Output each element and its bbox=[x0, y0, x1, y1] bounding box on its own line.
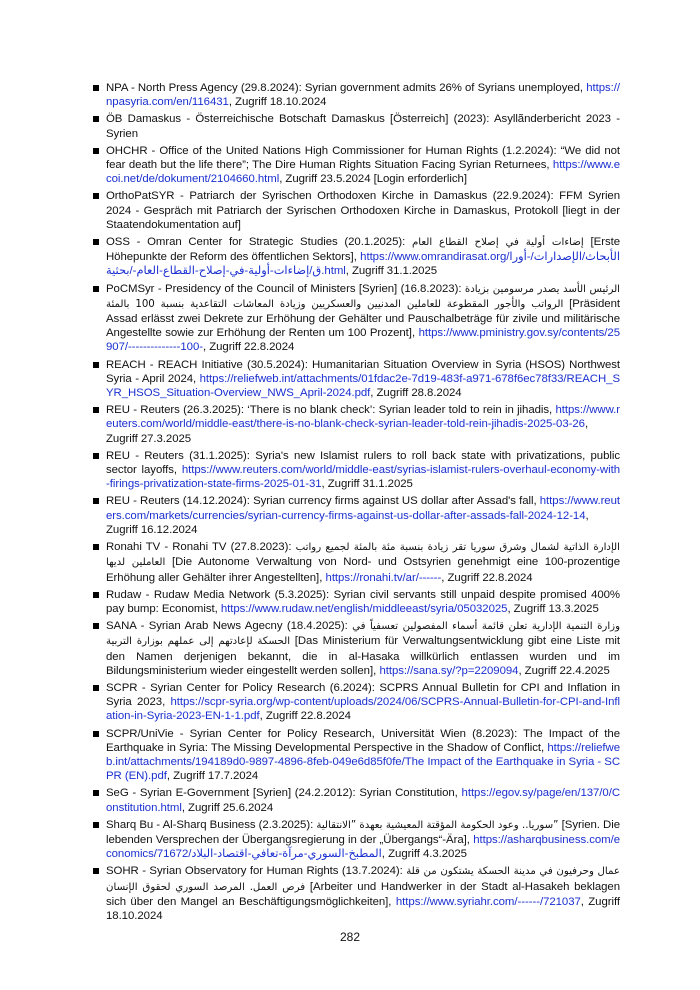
reference-text: Ronahi TV - Ronahi TV (27.8.2023): bbox=[106, 541, 296, 554]
reference-text: SCPR - Syrian Center for Policy Research (6.2024): SCPRS Annual Bulletin for CPI and Inflation in Syria 2023, bbox=[106, 681, 620, 709]
reference-item bbox=[90, 81, 620, 109]
bullet-icon bbox=[93, 362, 99, 368]
bullet-icon bbox=[93, 623, 99, 629]
reference-link[interactable]: https://egov.sy/page/en/137/0/Constitution.html bbox=[106, 787, 620, 814]
reference-text: REACH - REACH Initiative (30.5.2024): Humanitarian Situation Overview in Syria (HSOS) Northwest Syria - April 2024, bbox=[106, 358, 620, 385]
reference-item bbox=[90, 727, 620, 784]
reference-access-date: , Zugriff 18.10.2024 bbox=[228, 96, 327, 109]
reference-link[interactable]: https://www.reuters.com/world/middle-east/syrias-islamist-rulers-overhaul-economy-with-firings-privatization-state-firms-2025-01-31 bbox=[106, 464, 620, 491]
reference-text: OSS - Omran Center for Strategic Studies (20.1.2025): bbox=[106, 236, 412, 249]
reference-access-date: , Zugriff 16.12.2024 bbox=[106, 509, 589, 536]
reference-item bbox=[90, 282, 620, 355]
reference-link[interactable]: https://www.reuters.com/world/middle-east/there-is-no-blank-check-syrian-leader-told-rein-jihadis-2025-03-26 bbox=[106, 404, 620, 431]
bullet-icon bbox=[93, 790, 99, 796]
reference-text: SCPR/UniVie - Syrian Center for Policy Research, Universität Wien (8.2023): The Impact of the Earthquake in Syria: The Missing Developmental Perspective in the Shadow of Conflict, bbox=[106, 727, 620, 754]
reference-translation: [Präsident Assad erlässt zwei Dekrete zur Erhöhung der Gehälter und Pauschalbeträge für zivile und militärische Angestellte sowie zur Erhöhung der Renten um 100 Prozent], bbox=[106, 297, 620, 340]
reference-link[interactable]: https://www.omrandirasat.org/الأبحاث/الإصدارات/-أوراق/إضاءات-أولية-في-إصلاح-القطاع-العام-/بحثية.html bbox=[106, 251, 620, 278]
reference-text: REU - Reuters (14.12.2024): Syrian currency firms against US dollar after Assad's fall, bbox=[106, 495, 540, 508]
bullet-icon bbox=[93, 822, 99, 828]
reference-access-date: , Zugriff 28.8.2024 bbox=[370, 387, 462, 400]
bullet-icon bbox=[93, 116, 99, 122]
reference-text: SANA - Syrian Arab News Agecny (18.4.2025): bbox=[106, 620, 353, 633]
bullet-icon bbox=[93, 193, 99, 199]
reference-access-date: , Zugriff 22.8.2024 bbox=[259, 710, 351, 723]
reference-item bbox=[90, 358, 620, 401]
reference-text: OHCHR - Office of the United Nations High Commissioner for Human Rights (1.2.2024): “We did not fear death but the life there”; The Dire Human Rights Situation Facing Syrian Returnees, bbox=[106, 144, 620, 172]
bullet-icon bbox=[93, 685, 99, 691]
bullet-icon bbox=[93, 239, 99, 245]
reference-access-date: , Zugriff 31.1.2025 bbox=[345, 265, 438, 278]
bullet-icon bbox=[93, 592, 99, 598]
reference-translation: [Syrien. Die lebenden Versprechen der Übergangsregierung in der „Übergangs“-Ära], bbox=[106, 818, 620, 846]
reference-text: REU - Reuters (26.3.2025): ‘There is no blank check’: Syrian leader told to rein in jihadis, bbox=[106, 404, 556, 417]
reference-access-date: , Zugriff 31.1.2025 bbox=[321, 478, 413, 491]
reference-link[interactable]: https://sana.sy/?p=2209094 bbox=[379, 664, 519, 677]
reference-link[interactable]: https://scpr-syria.org/wp-content/uploads/2024/06/SCPRS-Annual-Bulletin-for-CPI-and-Inflation-in-Syria-2023-EN-1-1.pdf bbox=[106, 696, 620, 723]
reference-arabic-title: الرئيس الأسد يصدر مرسومين بزيادة الرواتب والأجور المقطوعة للعاملين المدنيين والعسكريين وزيادة المعاشات التقاعدية بنسبة 100 بالمئة bbox=[106, 283, 621, 310]
reference-link[interactable]: https://npasyria.com/en/116431 bbox=[106, 82, 620, 109]
reference-item bbox=[90, 449, 620, 492]
reference-list bbox=[90, 81, 620, 923]
reference-text: OrthoPatSYR - Patriarch der Syrischen Orthodoxen Kirche in Damaskus (22.9.2024): FFM Syrien 2024 - Gespräch mit Patriarch der Syrischen Orthodoxen Kirche in Damaskus, Protokoll [liegt in der Staatendokumentation auf] bbox=[106, 190, 620, 231]
bullet-icon bbox=[93, 407, 99, 413]
reference-access-date: , Zugriff 27.3.2025 bbox=[106, 418, 589, 445]
reference-arabic-title: الإدارة الذاتية لشمال وشرق سوريا تقر زيادة بنسبة مئة بالمئة لجميع رواتب العاملين لديها bbox=[106, 542, 620, 569]
bullet-icon bbox=[93, 544, 99, 550]
reference-access-date: , Zugriff 23.5.2024 [Login erforderlich] bbox=[279, 173, 467, 186]
reference-access-date: , Zugriff 18.10.2024 bbox=[106, 895, 620, 922]
reference-arabic-title: وزارة التنمية الإدارية تعلن قائمة أسماء المفصولين تعسفياً في الحسكة لإعادتهم إلى عملهم بوزارة التربية bbox=[106, 621, 620, 648]
reference-translation: [Die Autonome Verwaltung von Nord- und Ostsyrien genehmigt eine 100-prozentige Erhöhung aller Gehälter ihrer Angestellten], bbox=[106, 556, 621, 584]
reference-translation: [Erste Höhepunkte der Reform des öffentlichen Sektors], bbox=[106, 236, 621, 264]
reference-item bbox=[90, 540, 620, 585]
reference-text: Sharq Bu - Al-Sharq Business (2.3.2025): bbox=[106, 818, 317, 831]
reference-link[interactable]: https://reliefweb.int/attachments/194189d0-9897-4896-8feb-049e6d85f0fe/The Impact of the Earthquake in Syria - SCPR (EN).pdf bbox=[106, 741, 620, 783]
reference-text: ÖB Damaskus - Österreichische Botschaft Damaskus [Österreich] (2023): Asyllãnderbericht 2023 - Syrien bbox=[106, 113, 620, 140]
reference-arabic-title: ”سوريا.. وعود الحكومة المؤقتة المعيشية بعهدة ”الانتقالية bbox=[316, 819, 559, 831]
bullet-icon bbox=[93, 286, 99, 292]
reference-text: PoCMSyr - Presidency of the Council of Ministers [Syrien] (16.8.2023): bbox=[106, 282, 465, 295]
reference-access-date: , Zugriff 17.7.2024 bbox=[166, 770, 259, 783]
reference-item bbox=[90, 494, 620, 537]
reference-text: SeG - Syrian E-Government [Syrien] (24.2.2012): Syrian Constitution, bbox=[106, 787, 462, 800]
reference-text: Rudaw - Rudaw Media Network (5.3.2025): Syrian civil servants still unpaid despite promised 400% pay bump: Economist, bbox=[106, 588, 620, 615]
bullet-icon bbox=[93, 148, 99, 154]
reference-link[interactable]: https://www.rudaw.net/english/middleeast/syria/05032025 bbox=[220, 602, 508, 615]
reference-access-date: , Zugriff 13.3.2025 bbox=[507, 602, 599, 615]
reference-item bbox=[90, 681, 620, 724]
reference-translation: [Das Ministerium für Verwaltungsentwicklung gibt eine Liste mit den Namen derjenigen bekannt, die in al-Hasaka willkürlich entlassen wurden und im Bildungsministerium wieder eingestellt werden sollen], bbox=[106, 635, 621, 677]
bullet-icon bbox=[93, 453, 99, 459]
reference-item bbox=[90, 235, 620, 279]
reference-translation: [Arbeiter und Handwerker in der Stadt al-Hasakeh beklagen sich über den Mangel an Beschäftigungsmöglichkeiten], bbox=[106, 880, 620, 908]
reference-item bbox=[90, 786, 620, 814]
reference-link[interactable]: https://reliefweb.int/attachments/01fdac2e-7d19-483f-a971-678f6ec78f33/REACH_SYR_HSOS_Situation-Overview_NWS_April-2024.pdf bbox=[106, 372, 620, 400]
reference-access-date: , Zugriff 22.8.2024 bbox=[202, 341, 295, 354]
reference-item bbox=[90, 144, 620, 187]
bullet-icon bbox=[93, 85, 99, 91]
page-number: 282 bbox=[339, 930, 361, 944]
reference-access-date: , Zugriff 25.6.2024 bbox=[181, 801, 274, 814]
reference-access-date: , Zugriff 22.8.2024 bbox=[441, 571, 533, 584]
reference-item bbox=[90, 189, 620, 232]
reference-link[interactable]: https://ronahi.tv/ar/------ bbox=[325, 571, 442, 584]
reference-item bbox=[90, 403, 620, 446]
reference-item bbox=[90, 864, 620, 923]
bibliography-page bbox=[90, 81, 620, 926]
bullet-icon bbox=[93, 731, 99, 737]
bullet-icon bbox=[93, 868, 99, 874]
reference-item bbox=[90, 112, 620, 140]
reference-link[interactable]: https://www.ecoi.net/de/dokument/2104660.html bbox=[106, 159, 620, 186]
reference-item bbox=[90, 818, 620, 862]
bullet-icon bbox=[93, 498, 99, 504]
reference-arabic-title: عمال وحرفيون في مدينة الحسكة يشتكون من قلة فرص العمل. المرصد السوري لحقوق الإنسان bbox=[106, 866, 620, 893]
reference-access-date: , Zugriff 22.4.2025 bbox=[518, 664, 610, 677]
reference-item bbox=[90, 619, 620, 678]
reference-text: NPA - North Press Agency (29.8.2024): Syrian government admits 26% of Syrians unemployed, bbox=[106, 82, 587, 94]
reference-link[interactable]: https://www.pministry.gov.sy/contents/25907/--------------100- bbox=[106, 327, 620, 354]
reference-item bbox=[90, 588, 620, 616]
reference-arabic-title: إضاءات أولية في إصلاح القطاع العام bbox=[411, 237, 584, 249]
reference-link[interactable]: https://asharqbusiness.com/economics/71672/المطبخ-السوري-مرآة-تعافي-اقتصاد-البلاد bbox=[106, 833, 620, 861]
reference-link[interactable]: https://www.syriahr.com/------/721037 bbox=[395, 895, 581, 908]
reference-text: REU - Reuters (31.1.2025): Syria's new Islamist rulers to roll back state with privatizations, public sector layoffs, bbox=[106, 449, 620, 477]
reference-text: SOHR - Syrian Observatory for Human Rights (13.7.2024): bbox=[106, 865, 407, 878]
reference-link[interactable]: https://www.reuters.com/markets/currencies/syrian-currency-firms-against-us-dollar-after-assads-fall-2024-12-14 bbox=[106, 495, 620, 522]
reference-access-date: , Zugriff 4.3.2025 bbox=[381, 848, 467, 861]
